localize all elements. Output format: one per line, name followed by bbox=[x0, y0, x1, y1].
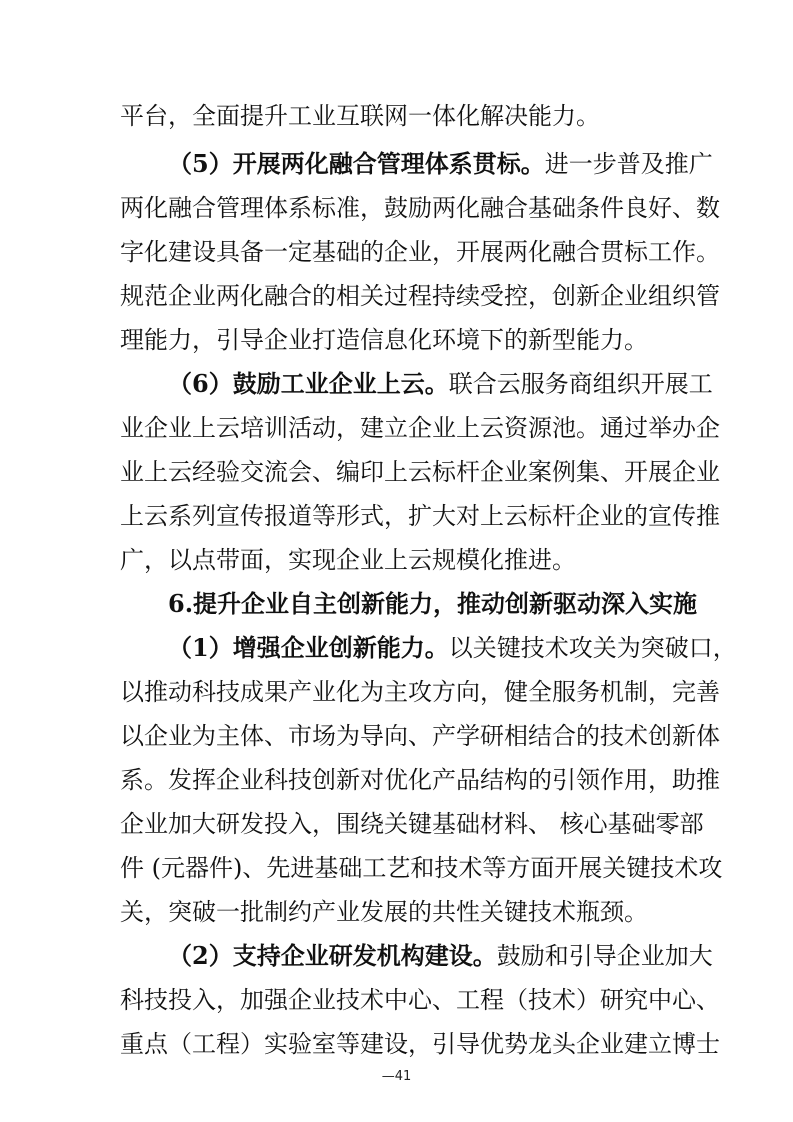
paragraph-text: 鼓励和引导企业加大 bbox=[496, 942, 713, 970]
paragraph-heading: （2）支持企业研发机构建设。 bbox=[168, 941, 497, 970]
page-number: —41 bbox=[381, 1069, 412, 1084]
paragraph-line: 系。发挥企业科技创新对优化产品结构的引领作用，助推 bbox=[120, 766, 720, 794]
paragraph-heading: （5）开展两化融合管理体系贯标。 bbox=[168, 149, 545, 178]
paragraph-line: 理能力，引导企业打造信息化环境下的新型能力。 bbox=[120, 326, 648, 354]
paragraph-line: 重点（工程）实验室等建设，引导优势龙头企业建立博士 bbox=[120, 1030, 720, 1058]
paragraph-text: 联合云服务商组织开展工 bbox=[448, 370, 713, 398]
paragraph-text: 进一步普及推广 bbox=[544, 150, 713, 178]
section-title: 6.提升企业自主创新能力，推动创新驱动深入实施 bbox=[168, 589, 698, 618]
paragraph-first-line bbox=[168, 366, 713, 402]
paragraph-line: 企业加大研发投入，围绕关键基础材料、 核心基础零部 bbox=[120, 810, 704, 838]
paragraph-line: 上云系列宣传报道等形式，扩大对上云标杆企业的宣传推 bbox=[120, 502, 720, 530]
paragraph-line: 业上云经验交流会、编印上云标杆企业案例集、开展企业 bbox=[120, 458, 720, 486]
paragraph-line: 两化融合管理体系标准，鼓励两化融合基础条件良好、数 bbox=[120, 194, 720, 222]
paragraph-first-line bbox=[168, 938, 713, 974]
paragraph-first-line bbox=[168, 146, 713, 182]
paragraph-line: 以企业为主体、市场为导向、产学研相结合的技术创新体 bbox=[120, 722, 720, 750]
paragraph-line: 平台，全面提升工业互联网一体化解决能力。 bbox=[120, 102, 600, 130]
paragraph-heading: （1）增强企业创新能力。 bbox=[168, 633, 449, 662]
paragraph-line: 字化建设具备一定基础的企业，开展两化融合贯标工作。 bbox=[120, 238, 720, 266]
paragraph-text: 以关键技术攻关为突破口， bbox=[448, 634, 737, 662]
paragraph-line: 广，以点带面，实现企业上云规模化推进。 bbox=[120, 546, 576, 574]
paragraph-line: 规范企业两化融合的相关过程持续受控，创新企业组织管 bbox=[120, 282, 720, 310]
paragraph-line: 以推动科技成果产业化为主攻方向，健全服务机制，完善 bbox=[120, 678, 720, 706]
paragraph-line: 业企业上云培训活动，建立企业上云资源池。通过举办企 bbox=[120, 414, 720, 442]
paragraph-first-line bbox=[168, 630, 737, 666]
paragraph-line: 件 (元器件)、先进基础工艺和技术等方面开展关键技术攻 bbox=[120, 854, 723, 882]
paragraph-heading: （6）鼓励工业企业上云。 bbox=[168, 369, 449, 398]
paragraph-line: 关，突破一批制约产业发展的共性关键技术瓶颈。 bbox=[120, 898, 648, 926]
paragraph-line: 科技投入，加强企业技术中心、工程（技术）研究中心、 bbox=[120, 986, 720, 1014]
